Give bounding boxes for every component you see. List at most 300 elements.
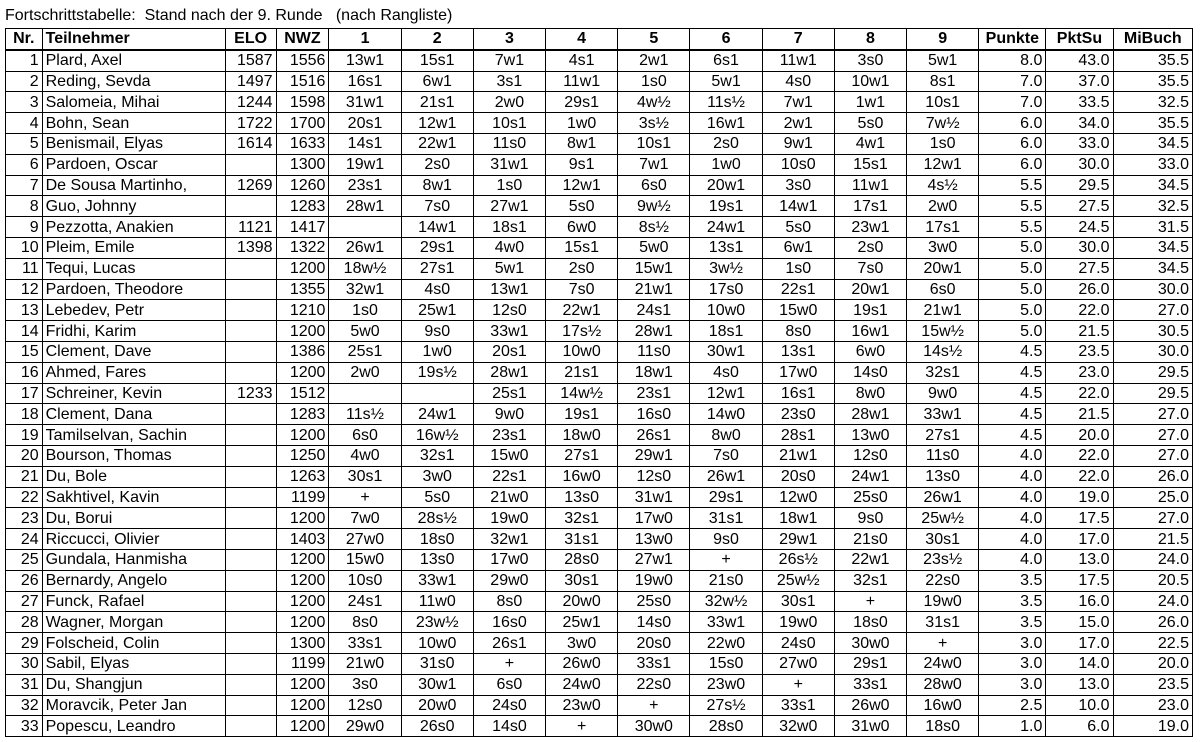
table-row	[6, 549, 1193, 570]
nwz-cell: 1200	[276, 674, 329, 695]
nwz-cell: 1200	[276, 258, 329, 279]
round-9-cell: 6s0	[907, 279, 979, 300]
table-row	[6, 674, 1193, 695]
round-7-cell: 15w0	[762, 300, 834, 321]
header-round-4: 4	[546, 29, 618, 50]
participant-name-cell: Du, Shangjun	[42, 674, 225, 695]
rank-cell: 15	[6, 341, 43, 362]
median-buchholz-cell: 30.0	[1113, 341, 1193, 362]
round-8-cell: 23w1	[834, 217, 906, 238]
nwz-cell: 1263	[276, 466, 329, 487]
round-4-cell: 5s0	[546, 196, 618, 217]
points-cell: 4.0	[979, 508, 1046, 529]
round-4-cell: 27s1	[546, 445, 618, 466]
round-1-cell: 32w1	[329, 279, 401, 300]
round-4-cell: 21s1	[546, 362, 618, 383]
round-1-cell: 25s1	[329, 341, 401, 362]
elo-cell: 1233	[225, 383, 276, 404]
round-7-cell: 8s0	[762, 321, 834, 342]
round-2-cell: 20w0	[401, 695, 473, 716]
round-1-cell: 28w1	[329, 196, 401, 217]
round-6-cell: 29s1	[690, 487, 762, 508]
round-3-cell: 11s0	[473, 133, 545, 154]
nwz-cell: 1417	[276, 217, 329, 238]
round-2-cell: 4s0	[401, 279, 473, 300]
table-row	[6, 633, 1193, 654]
round-8-cell: 2s0	[834, 237, 906, 258]
median-buchholz-cell: 35.5	[1113, 71, 1193, 92]
median-buchholz-cell: 19.0	[1113, 716, 1193, 737]
table-row	[6, 341, 1193, 362]
participant-name-cell: Tamilselvan, Sachin	[42, 425, 225, 446]
nwz-cell: 1300	[276, 633, 329, 654]
table-row	[6, 258, 1193, 279]
participant-name-cell: Lebedev, Petr	[42, 300, 225, 321]
round-2-cell: 6w1	[401, 71, 473, 92]
round-1-cell: 1s0	[329, 300, 401, 321]
round-1-cell: 26w1	[329, 237, 401, 258]
points-cell: 5.0	[979, 279, 1046, 300]
round-3-cell: 14s0	[473, 716, 545, 737]
round-7-cell: 12w0	[762, 487, 834, 508]
points-cell: 3.0	[979, 653, 1046, 674]
median-buchholz-cell: 27.0	[1113, 404, 1193, 425]
round-2-cell: 31s0	[401, 653, 473, 674]
header-round-7: 7	[762, 29, 834, 50]
round-2-cell: 30w1	[401, 674, 473, 695]
points-sum-cell: 22.0	[1046, 445, 1113, 466]
table-row	[6, 237, 1193, 258]
points-sum-cell: 22.0	[1046, 300, 1113, 321]
round-3-cell: 27w1	[473, 196, 545, 217]
points-sum-cell: 14.0	[1046, 653, 1113, 674]
points-cell: 4.0	[979, 487, 1046, 508]
median-buchholz-cell: 34.5	[1113, 175, 1193, 196]
round-9-cell: 12w1	[907, 154, 979, 175]
round-1-cell: 2w0	[329, 362, 401, 383]
round-5-cell: 14s0	[618, 612, 690, 633]
round-9-cell: 32s1	[907, 362, 979, 383]
round-5-cell: 17w0	[618, 508, 690, 529]
round-5-cell: 33s1	[618, 653, 690, 674]
round-4-cell: 10w0	[546, 341, 618, 362]
points-sum-cell: 13.0	[1046, 549, 1113, 570]
nwz-cell: 1200	[276, 362, 329, 383]
median-buchholz-cell: 27.0	[1113, 508, 1193, 529]
round-1-cell: 8s0	[329, 612, 401, 633]
round-5-cell: 25s0	[618, 591, 690, 612]
round-2-cell: 1w0	[401, 341, 473, 362]
round-2-cell: 14w1	[401, 217, 473, 238]
header-participant: Teilnehmer	[42, 29, 225, 50]
round-6-cell: 27s½	[690, 695, 762, 716]
round-1-cell: 27w0	[329, 529, 401, 550]
round-6-cell: 5w1	[690, 71, 762, 92]
round-6-cell: 16w1	[690, 113, 762, 134]
round-1-cell: 14s1	[329, 133, 401, 154]
rank-cell: 5	[6, 133, 43, 154]
table-row	[6, 113, 1193, 134]
round-5-cell: 22s0	[618, 674, 690, 695]
round-9-cell: 2w0	[907, 196, 979, 217]
table-row	[6, 300, 1193, 321]
table-row	[6, 445, 1193, 466]
round-7-cell: 23s0	[762, 404, 834, 425]
round-9-cell: 27s1	[907, 425, 979, 446]
round-8-cell: 17s1	[834, 196, 906, 217]
round-9-cell: 18s0	[907, 716, 979, 737]
header-round-9: 9	[907, 29, 979, 50]
round-6-cell: 24w1	[690, 217, 762, 238]
round-2-cell: 22w1	[401, 133, 473, 154]
points-cell: 5.0	[979, 237, 1046, 258]
points-sum-cell: 17.5	[1046, 508, 1113, 529]
round-6-cell: 18s1	[690, 321, 762, 342]
participant-name-cell: Tequi, Lucas	[42, 258, 225, 279]
round-5-cell: 5w0	[618, 237, 690, 258]
median-buchholz-cell: 25.0	[1113, 487, 1193, 508]
nwz-cell: 1260	[276, 175, 329, 196]
points-sum-cell: 43.0	[1046, 50, 1113, 71]
round-4-cell: 13s0	[546, 487, 618, 508]
round-4-cell: 20w0	[546, 591, 618, 612]
round-5-cell: 7w1	[618, 154, 690, 175]
header-round-6: 6	[690, 29, 762, 50]
table-row	[6, 133, 1193, 154]
median-buchholz-cell: 29.5	[1113, 362, 1193, 383]
round-2-cell: 28s½	[401, 508, 473, 529]
points-cell: 5.0	[979, 300, 1046, 321]
nwz-cell: 1200	[276, 425, 329, 446]
round-7-cell: 2w1	[762, 113, 834, 134]
round-7-cell: 25w½	[762, 570, 834, 591]
rank-cell: 17	[6, 383, 43, 404]
elo-cell	[225, 674, 276, 695]
round-6-cell: 4s0	[690, 362, 762, 383]
table-row	[6, 154, 1193, 175]
round-8-cell: 8w0	[834, 383, 906, 404]
round-2-cell: 33w1	[401, 570, 473, 591]
round-1-cell	[329, 383, 401, 404]
round-3-cell: 6s0	[473, 674, 545, 695]
points-cell: 6.0	[979, 133, 1046, 154]
round-2-cell: 13s0	[401, 549, 473, 570]
rank-cell: 11	[6, 258, 43, 279]
round-4-cell: 19s1	[546, 404, 618, 425]
round-9-cell: 28w0	[907, 674, 979, 695]
round-2-cell	[401, 383, 473, 404]
points-cell: 5.5	[979, 175, 1046, 196]
header-round-1: 1	[329, 29, 401, 50]
round-5-cell: 30w0	[618, 716, 690, 737]
points-sum-cell: 23.5	[1046, 341, 1113, 362]
points-cell: 7.0	[979, 92, 1046, 113]
round-6-cell: 26w1	[690, 466, 762, 487]
participant-name-cell: Ahmed, Fares	[42, 362, 225, 383]
round-5-cell: 11s0	[618, 341, 690, 362]
participant-name-cell: Reding, Sevda	[42, 71, 225, 92]
round-4-cell: 32s1	[546, 508, 618, 529]
round-5-cell: 24s1	[618, 300, 690, 321]
elo-cell	[225, 633, 276, 654]
round-7-cell: 19w0	[762, 612, 834, 633]
elo-cell	[225, 508, 276, 529]
points-sum-cell: 24.5	[1046, 217, 1113, 238]
points-sum-cell: 26.0	[1046, 279, 1113, 300]
round-1-cell: 20s1	[329, 113, 401, 134]
round-3-cell: 25s1	[473, 383, 545, 404]
median-buchholz-cell: 32.5	[1113, 92, 1193, 113]
table-row	[6, 508, 1193, 529]
round-6-cell: 2s0	[690, 133, 762, 154]
median-buchholz-cell: 26.0	[1113, 466, 1193, 487]
rank-cell: 28	[6, 612, 43, 633]
round-4-cell: 14w½	[546, 383, 618, 404]
round-5-cell: 1s0	[618, 71, 690, 92]
round-5-cell: 29w1	[618, 445, 690, 466]
participant-name-cell: Pezzotta, Anakien	[42, 217, 225, 238]
table-row	[6, 404, 1193, 425]
rank-cell: 33	[6, 716, 43, 737]
points-cell: 6.0	[979, 113, 1046, 134]
elo-cell: 1497	[225, 71, 276, 92]
participant-name-cell: Clement, Dave	[42, 341, 225, 362]
header-median-buchholz: MiBuch	[1113, 29, 1193, 50]
round-3-cell: +	[473, 653, 545, 674]
round-3-cell: 17w0	[473, 549, 545, 570]
round-2-cell: 24w1	[401, 404, 473, 425]
round-8-cell: 19s1	[834, 300, 906, 321]
round-9-cell: +	[907, 633, 979, 654]
rank-cell: 31	[6, 674, 43, 695]
table-title: Fortschrittstabelle: Stand nach der 9. Runde (nach Rangliste)	[5, 7, 453, 24]
round-6-cell: 8w0	[690, 425, 762, 446]
round-7-cell: 7w1	[762, 92, 834, 113]
round-5-cell: 28w1	[618, 321, 690, 342]
nwz-cell: 1700	[276, 113, 329, 134]
round-6-cell: 1w0	[690, 154, 762, 175]
round-4-cell: 25w1	[546, 612, 618, 633]
round-9-cell: 31s1	[907, 612, 979, 633]
round-8-cell: 16w1	[834, 321, 906, 342]
round-7-cell: 16s1	[762, 383, 834, 404]
points-sum-cell: 13.0	[1046, 674, 1113, 695]
round-1-cell: 19w1	[329, 154, 401, 175]
elo-cell	[225, 529, 276, 550]
round-5-cell: 20s0	[618, 633, 690, 654]
points-cell: 3.5	[979, 591, 1046, 612]
round-3-cell: 4w0	[473, 237, 545, 258]
round-3-cell: 19w0	[473, 508, 545, 529]
points-sum-cell: 27.5	[1046, 196, 1113, 217]
round-6-cell: 3w½	[690, 258, 762, 279]
round-9-cell: 22s0	[907, 570, 979, 591]
round-8-cell: 1w1	[834, 92, 906, 113]
median-buchholz-cell: 33.0	[1113, 154, 1193, 175]
round-1-cell: 10s0	[329, 570, 401, 591]
round-2-cell: 32s1	[401, 445, 473, 466]
round-7-cell: 10s0	[762, 154, 834, 175]
round-9-cell: 16w0	[907, 695, 979, 716]
points-sum-cell: 23.0	[1046, 362, 1113, 383]
elo-cell: 1269	[225, 175, 276, 196]
header-nwz: NWZ	[276, 29, 329, 50]
elo-cell	[225, 154, 276, 175]
round-7-cell: 22s1	[762, 279, 834, 300]
points-sum-cell: 20.0	[1046, 425, 1113, 446]
round-5-cell: 12s0	[618, 466, 690, 487]
nwz-cell: 1200	[276, 695, 329, 716]
round-4-cell: 30s1	[546, 570, 618, 591]
points-cell: 8.0	[979, 50, 1046, 71]
table-row	[6, 92, 1193, 113]
round-9-cell: 25w½	[907, 508, 979, 529]
participant-name-cell: Bourson, Thomas	[42, 445, 225, 466]
rank-cell: 25	[6, 549, 43, 570]
median-buchholz-cell: 23.5	[1113, 674, 1193, 695]
nwz-cell: 1199	[276, 487, 329, 508]
rank-cell: 4	[6, 113, 43, 134]
participant-name-cell: Benismail, Elyas	[42, 133, 225, 154]
elo-cell	[225, 279, 276, 300]
points-sum-cell: 37.0	[1046, 71, 1113, 92]
median-buchholz-cell: 27.0	[1113, 300, 1193, 321]
round-2-cell: 8w1	[401, 175, 473, 196]
elo-cell: 1244	[225, 92, 276, 113]
round-8-cell: 33s1	[834, 674, 906, 695]
nwz-cell: 1199	[276, 653, 329, 674]
round-2-cell: 26s0	[401, 716, 473, 737]
round-5-cell: 15w1	[618, 258, 690, 279]
elo-cell: 1722	[225, 113, 276, 134]
median-buchholz-cell: 34.5	[1113, 133, 1193, 154]
median-buchholz-cell: 22.5	[1113, 633, 1193, 654]
elo-cell	[225, 321, 276, 342]
points-cell: 5.5	[979, 217, 1046, 238]
round-8-cell: 26w0	[834, 695, 906, 716]
round-1-cell: 12s0	[329, 695, 401, 716]
round-4-cell: 29s1	[546, 92, 618, 113]
round-4-cell: 3w0	[546, 633, 618, 654]
round-9-cell: 19w0	[907, 591, 979, 612]
nwz-cell: 1516	[276, 71, 329, 92]
round-3-cell: 18s1	[473, 217, 545, 238]
table-row	[6, 612, 1193, 633]
participant-name-cell: Wagner, Morgan	[42, 612, 225, 633]
median-buchholz-cell: 27.0	[1113, 425, 1193, 446]
participant-name-cell: Popescu, Leandro	[42, 716, 225, 737]
round-6-cell: 32w½	[690, 591, 762, 612]
round-5-cell: 3s½	[618, 113, 690, 134]
round-2-cell: 10w0	[401, 633, 473, 654]
round-3-cell: 10s1	[473, 113, 545, 134]
median-buchholz-cell: 35.5	[1113, 113, 1193, 134]
round-6-cell: 22w0	[690, 633, 762, 654]
nwz-cell: 1200	[276, 508, 329, 529]
participant-name-cell: Moravcik, Peter Jan	[42, 695, 225, 716]
rank-cell: 7	[6, 175, 43, 196]
points-cell: 4.0	[979, 529, 1046, 550]
elo-cell	[225, 258, 276, 279]
round-4-cell: 12w1	[546, 175, 618, 196]
nwz-cell: 1403	[276, 529, 329, 550]
round-6-cell: 21s0	[690, 570, 762, 591]
round-7-cell: 24s0	[762, 633, 834, 654]
median-buchholz-cell: 31.5	[1113, 217, 1193, 238]
round-9-cell: 20w1	[907, 258, 979, 279]
table-row	[6, 570, 1193, 591]
round-7-cell: 13s1	[762, 341, 834, 362]
points-cell: 6.0	[979, 154, 1046, 175]
round-8-cell: 10w1	[834, 71, 906, 92]
participant-name-cell: Riccucci, Olivier	[42, 529, 225, 550]
rank-cell: 23	[6, 508, 43, 529]
round-5-cell: 23s1	[618, 383, 690, 404]
rank-cell: 3	[6, 92, 43, 113]
table-body	[6, 50, 1193, 737]
table-row	[6, 695, 1193, 716]
points-cell: 4.5	[979, 362, 1046, 383]
points-cell: 3.0	[979, 674, 1046, 695]
elo-cell: 1587	[225, 50, 276, 71]
round-2-cell: 21s1	[401, 92, 473, 113]
round-7-cell: 6w1	[762, 237, 834, 258]
participant-name-cell: Guo, Johnny	[42, 196, 225, 217]
rank-cell: 30	[6, 653, 43, 674]
round-4-cell: 23w0	[546, 695, 618, 716]
rank-cell: 20	[6, 445, 43, 466]
nwz-cell: 1300	[276, 154, 329, 175]
round-9-cell: 4s½	[907, 175, 979, 196]
participant-name-cell: Gundala, Hanmisha	[42, 549, 225, 570]
round-7-cell: 26s½	[762, 549, 834, 570]
round-8-cell: 24w1	[834, 466, 906, 487]
round-8-cell: 29s1	[834, 653, 906, 674]
round-8-cell: 28w1	[834, 404, 906, 425]
table-row	[6, 591, 1193, 612]
points-cell: 4.5	[979, 341, 1046, 362]
round-1-cell: 24s1	[329, 591, 401, 612]
round-5-cell: 9w½	[618, 196, 690, 217]
elo-cell	[225, 404, 276, 425]
round-3-cell: 3s1	[473, 71, 545, 92]
round-7-cell: 33s1	[762, 695, 834, 716]
round-2-cell: 11w0	[401, 591, 473, 612]
rank-cell: 18	[6, 404, 43, 425]
rank-cell: 6	[6, 154, 43, 175]
elo-cell	[225, 341, 276, 362]
round-5-cell: 18w1	[618, 362, 690, 383]
round-3-cell: 20s1	[473, 341, 545, 362]
round-2-cell: 18s0	[401, 529, 473, 550]
round-3-cell: 23s1	[473, 425, 545, 446]
participant-name-cell: Du, Bole	[42, 466, 225, 487]
round-8-cell: 13w0	[834, 425, 906, 446]
participant-name-cell: Pardoen, Oscar	[42, 154, 225, 175]
round-3-cell: 8s0	[473, 591, 545, 612]
rank-cell: 16	[6, 362, 43, 383]
points-cell: 4.0	[979, 549, 1046, 570]
round-5-cell: 31w1	[618, 487, 690, 508]
table-row	[6, 362, 1193, 383]
round-2-cell: 29s1	[401, 237, 473, 258]
round-8-cell: 6w0	[834, 341, 906, 362]
round-4-cell: +	[546, 716, 618, 737]
round-2-cell: 3w0	[401, 466, 473, 487]
round-8-cell: 9s0	[834, 508, 906, 529]
nwz-cell: 1283	[276, 404, 329, 425]
round-8-cell: 5s0	[834, 113, 906, 134]
